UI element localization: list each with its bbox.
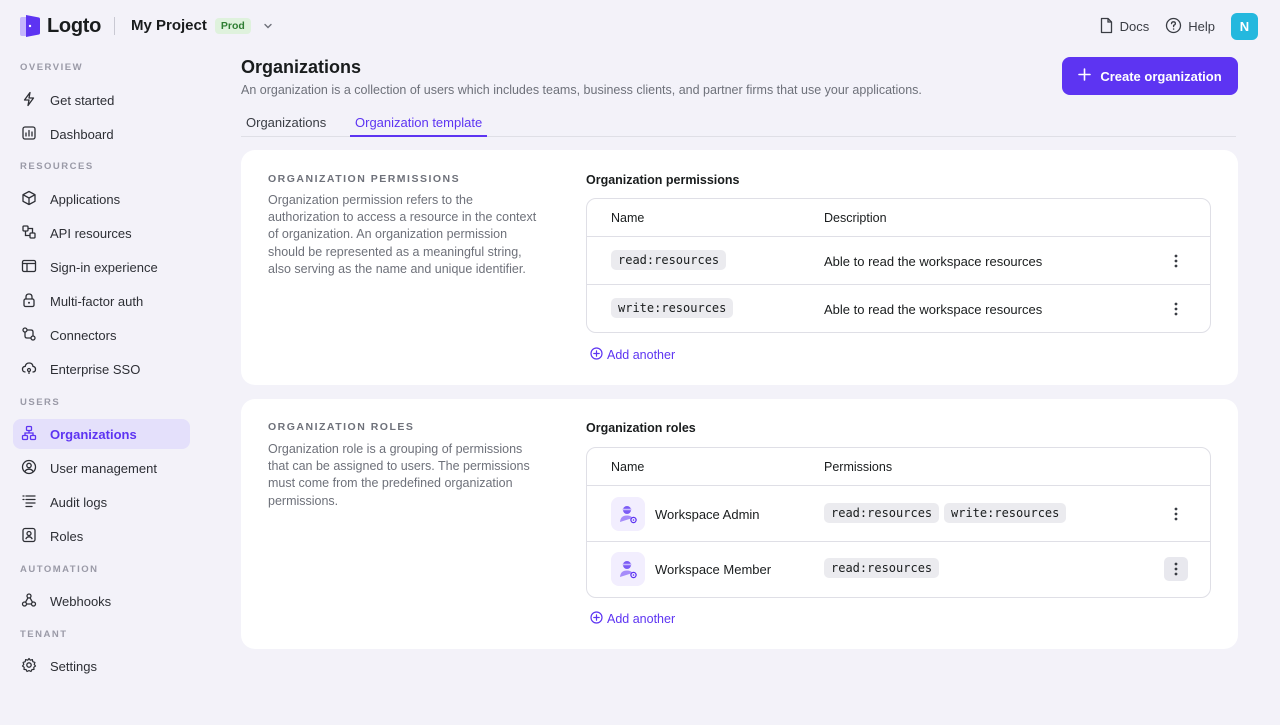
docs-link[interactable]	[1099, 17, 1150, 37]
sidebar-section-automation: AUTOMATION	[20, 564, 99, 575]
organization-roles-card	[241, 399, 1238, 649]
sidebar-item-roles[interactable]	[13, 521, 190, 551]
table-row	[587, 486, 1210, 542]
sidebar-item-label: Multi-factor auth	[50, 293, 144, 309]
table-row	[587, 237, 1210, 285]
sidebar-item-audit-logs[interactable]	[13, 487, 190, 517]
sidebar-section-tenant: TENANT	[20, 629, 68, 640]
organization-icon	[21, 425, 37, 444]
sidebar-item-label: Organizations	[50, 426, 137, 442]
chart-icon	[21, 125, 37, 144]
sidebar-item-label: User management	[50, 460, 157, 476]
kebab-icon	[1174, 507, 1178, 521]
add-role-button[interactable]	[590, 611, 675, 627]
api-icon	[21, 224, 37, 243]
sidebar-item-label: Roles	[50, 528, 84, 544]
column-name: Name	[611, 211, 645, 225]
user-avatar[interactable]: N	[1231, 13, 1258, 40]
column-permissions: Permissions	[824, 460, 893, 474]
lightning-icon	[21, 91, 37, 110]
tab-organization-template[interactable]: Organization template	[350, 115, 487, 137]
cloud-key-icon	[21, 360, 37, 379]
plus-circle-icon	[590, 347, 603, 363]
table-row	[587, 542, 1210, 597]
project-selector[interactable]	[131, 17, 275, 34]
plus-circle-icon	[590, 611, 603, 627]
sidebar-item-label: Sign-in experience	[50, 259, 158, 275]
sidebar-item-label: Applications	[50, 191, 121, 207]
sidebar-item-webhooks[interactable]	[13, 586, 190, 616]
sidebar-item-enterprise-sso[interactable]	[13, 354, 190, 384]
page-title: Organizations	[241, 57, 362, 77]
env-badge: Prod	[215, 18, 251, 34]
kebab-icon	[1174, 302, 1178, 316]
sidebar-item-label: Webhooks	[50, 593, 112, 609]
connector-icon	[21, 326, 37, 345]
more-options-button[interactable]	[1164, 502, 1188, 526]
tab-bar	[241, 110, 1236, 137]
sidebar-item-settings[interactable]	[13, 651, 190, 681]
page-subtitle: An organization is a collection of users which includes teams, business clients, and partner firms that use your applications.	[241, 83, 922, 97]
create-organization-button[interactable]	[1062, 57, 1238, 95]
help-link[interactable]	[1165, 17, 1215, 37]
sidebar-section-resources: RESOURCES	[20, 161, 94, 172]
logo[interactable]	[20, 14, 101, 38]
sidebar-item-connectors[interactable]	[13, 320, 190, 350]
sidebar-item-label: API resources	[50, 225, 132, 241]
table-row	[587, 285, 1210, 332]
sidebar-item-label: Get started	[50, 92, 115, 108]
add-permission-button[interactable]	[590, 347, 675, 363]
sidebar-item-sign-in-experience[interactable]	[13, 252, 190, 282]
sidebar-item-api-resources[interactable]	[13, 218, 190, 248]
logto-logo-icon	[20, 14, 41, 38]
topbar-divider	[114, 17, 115, 35]
permission-name: read:resources	[611, 250, 726, 270]
docs-label: Docs	[1119, 19, 1150, 34]
role-permission-tag: read:resources	[824, 503, 939, 523]
column-name: Name	[611, 460, 645, 474]
permissions-field-label: Organization permissions	[586, 173, 740, 187]
kebab-icon	[1174, 562, 1178, 576]
sidebar-section-users: USERS	[20, 397, 61, 408]
brand-name: Logto	[47, 14, 102, 37]
sidebar-item-label: Connectors	[50, 327, 117, 343]
permission-description: Able to read the workspace resources	[824, 302, 1043, 317]
top-bar	[0, 0, 1280, 54]
sidebar-item-label: Enterprise SSO	[50, 361, 141, 377]
sidebar-item-user-management[interactable]	[13, 453, 190, 483]
sidebar-item-multi-factor-auth[interactable]	[13, 286, 190, 316]
project-name: My Project	[131, 17, 207, 34]
layout-icon	[21, 258, 37, 277]
gear-icon	[21, 657, 37, 676]
role-name: Workspace Member	[655, 562, 772, 577]
sidebar-item-organizations[interactable]	[13, 419, 190, 449]
webhook-icon	[21, 592, 37, 611]
table-header	[587, 199, 1210, 237]
roles-field-label: Organization roles	[586, 421, 696, 435]
roles-heading: ORGANIZATION ROLES	[268, 421, 415, 433]
plus-icon	[1078, 68, 1091, 84]
sidebar-item-get-started[interactable]	[13, 85, 190, 115]
help-label: Help	[1188, 19, 1215, 34]
organization-permissions-card	[241, 150, 1238, 385]
more-options-button[interactable]	[1164, 249, 1188, 273]
table-header	[587, 448, 1210, 486]
sidebar-item-label: Settings	[50, 658, 97, 674]
add-role-label: Add another	[607, 612, 676, 626]
sidebar-item-label: Dashboard	[50, 126, 114, 142]
help-icon	[1165, 17, 1182, 37]
sidebar-section-overview: OVERVIEW	[20, 62, 84, 73]
sidebar-item-applications[interactable]	[13, 184, 190, 214]
role-avatar-icon	[611, 552, 645, 586]
roles-table	[586, 447, 1211, 598]
more-options-button[interactable]	[1164, 557, 1188, 581]
add-permission-label: Add another	[607, 348, 676, 362]
cube-icon	[21, 190, 37, 209]
permissions-description: Organization permission refers to the authorization to access a resource in the context of organization. An organization permission should be represented as a meaningful string, also serving as the name and unique identifier.	[268, 193, 537, 276]
roles-description: Organization role is a grouping of permissions that can be assigned to users. The permissions must come from the predefined organization permissions.	[268, 442, 530, 508]
role-name: Workspace Admin	[655, 507, 760, 522]
create-organization-label: Create organization	[1100, 68, 1222, 84]
user-icon	[21, 459, 37, 478]
role-permission-tag: read:resources	[824, 558, 939, 578]
permission-description: Able to read the workspace resources	[824, 254, 1043, 269]
sidebar-item-dashboard[interactable]	[13, 119, 190, 149]
lock-icon	[21, 292, 37, 311]
permissions-heading: ORGANIZATION PERMISSIONS	[268, 173, 461, 185]
chevron-down-icon	[261, 19, 275, 33]
sidebar-item-label: Audit logs	[50, 494, 108, 510]
tab-organizations[interactable]: Organizations	[246, 115, 327, 130]
role-icon	[21, 527, 37, 546]
permissions-table	[586, 198, 1211, 333]
more-options-button[interactable]	[1164, 297, 1188, 321]
kebab-icon	[1174, 254, 1178, 268]
role-avatar-icon	[611, 497, 645, 531]
permission-name: write:resources	[611, 298, 733, 318]
column-description: Description	[824, 211, 887, 225]
document-icon	[1099, 17, 1114, 37]
list-icon	[21, 493, 37, 512]
role-permission-tag: write:resources	[944, 503, 1066, 523]
